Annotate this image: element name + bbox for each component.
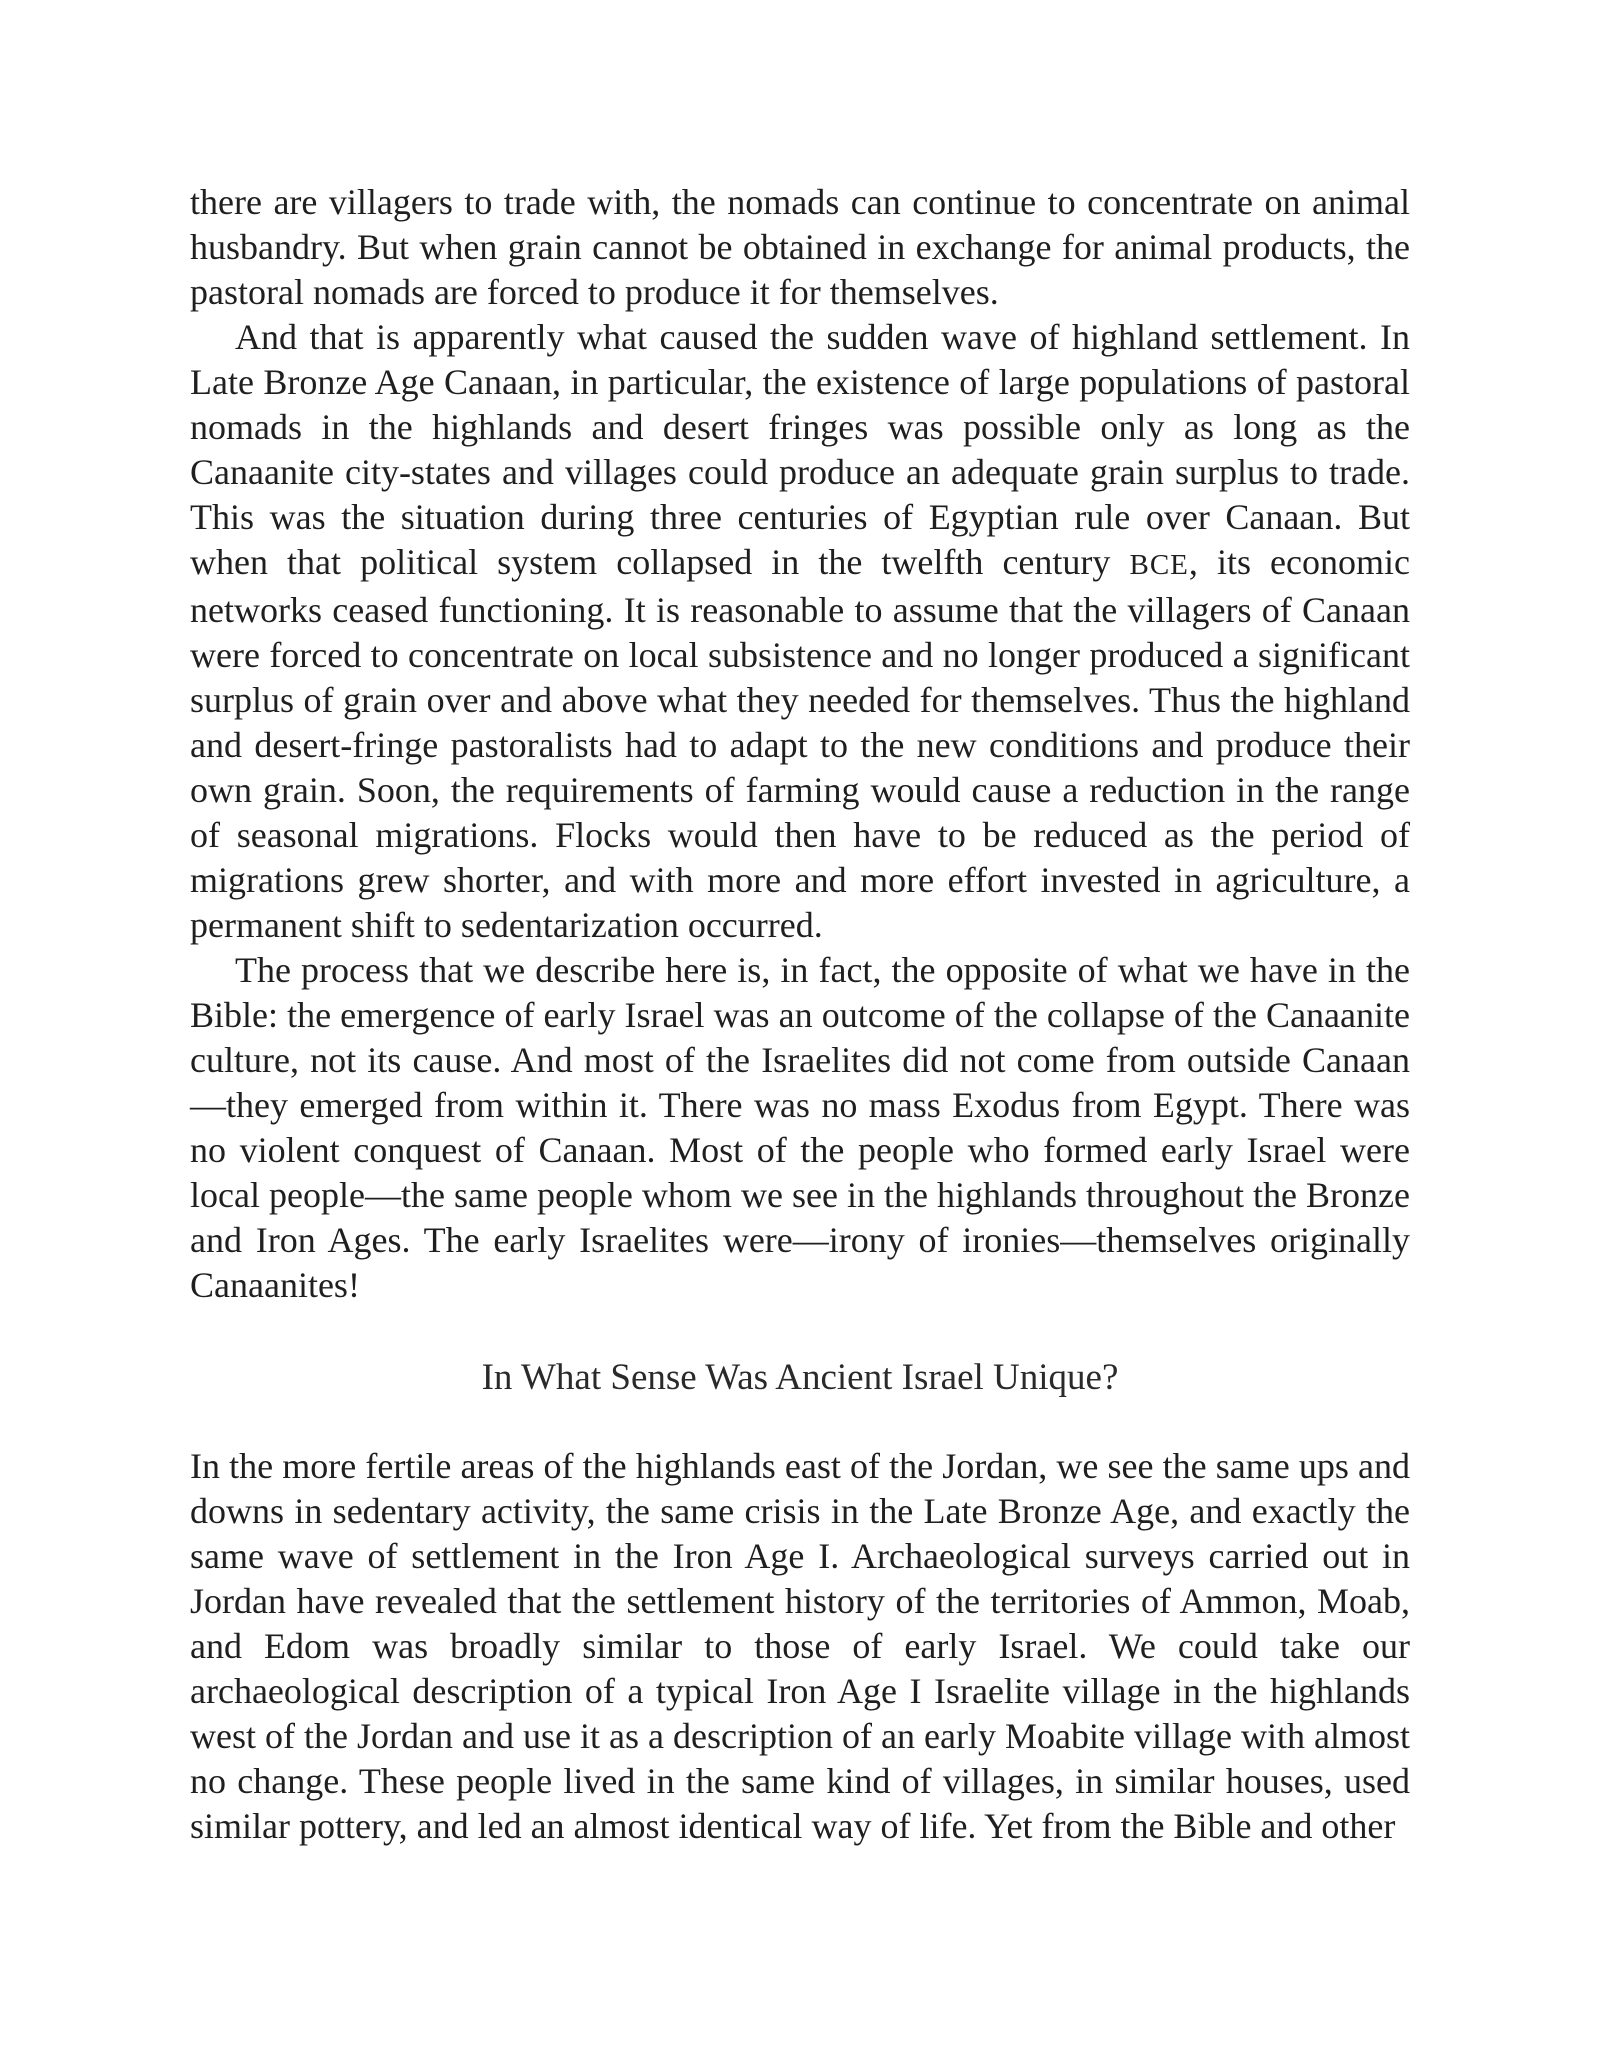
era-abbreviation: BCE (1129, 549, 1189, 581)
paragraph-process: The process that we describe here is, in fact, the opposite of what we have in the Bible: the emergence of early Israel was an outcome of the collapse of the Canaanite culture, not its cause. And most of the Israelites did not come from outside Canaan —they emerged from within it. There was no mass Exodus from Egypt. There was no violent conquest of Canaan. Most of the people who formed early Israel were local people—the same people whom we see in the highlands throughout the Bronze and Iron Ages. The early Israelites were—irony of ironies—themselves originally Canaanites! (190, 950, 1410, 1305)
paragraph-continued: there are villagers to trade with, the nomads can continue to concentrate on animal husbandry. But when grain cannot be obtained in exchange for animal products, the pastoral nomads are forced to produce it for themselves. (190, 182, 1410, 312)
paragraph-text-part-a: And that is apparently what caused the sudden wave of highland settlement. In Late Bronze Age Canaan, in particular, the existence of large populations of pastoral nomads in the highlands and desert fringes was possible only as long as the Canaanite city-states and villages could produce an adequate grain surplus to trade. This was the situation during three centuries of Egyptian rule over Canaan. But when that political system collapsed in the twelfth century (190, 317, 1410, 582)
paragraph-highland-settlement (190, 315, 1410, 948)
paragraph-text-part-b: , its economic networks ceased functioning. It is reasonable to assume that the villagers of Canaan were forced to concentrate on local subsistence and no longer produced a significant surplus of grain over and above what they needed for themselves. Thus the highland and desert-fringe pastoralists had to adapt to the new conditions and produce their own grain. Soon, the requirements of farming would cause a reduction in the range of seasonal migrations. Flocks would then have to be reduced as the period of migrations grew shorter, and with more and more effort invested in agriculture, a permanent shift to sedentarization occurred. (190, 542, 1410, 945)
section-heading: In What Sense Was Ancient Israel Unique? (481, 1357, 1119, 1398)
paragraph-east-jordan: In the more fertile areas of the highlands east of the Jordan, we see the same ups and downs in sedentary activity, the same crisis in the Late Bronze Age, and exactly the same wave of settlement in the Iron Age I. Archaeological surveys carried out in Jordan have revealed that the settlement history of the territories of Ammon, Moab, and Edom was broadly similar to those of early Israel. We could take our archaeological description of a typical Iron Age I Israelite village in the highlands west of the Jordan and use it as a description of an early Moabite village with almost no change. These people lived in the same kind of villages, in similar houses, used similar pottery, and led an almost identical way of life. Yet from the Bible and other (190, 1446, 1410, 1846)
book-page (190, 180, 1410, 1849)
